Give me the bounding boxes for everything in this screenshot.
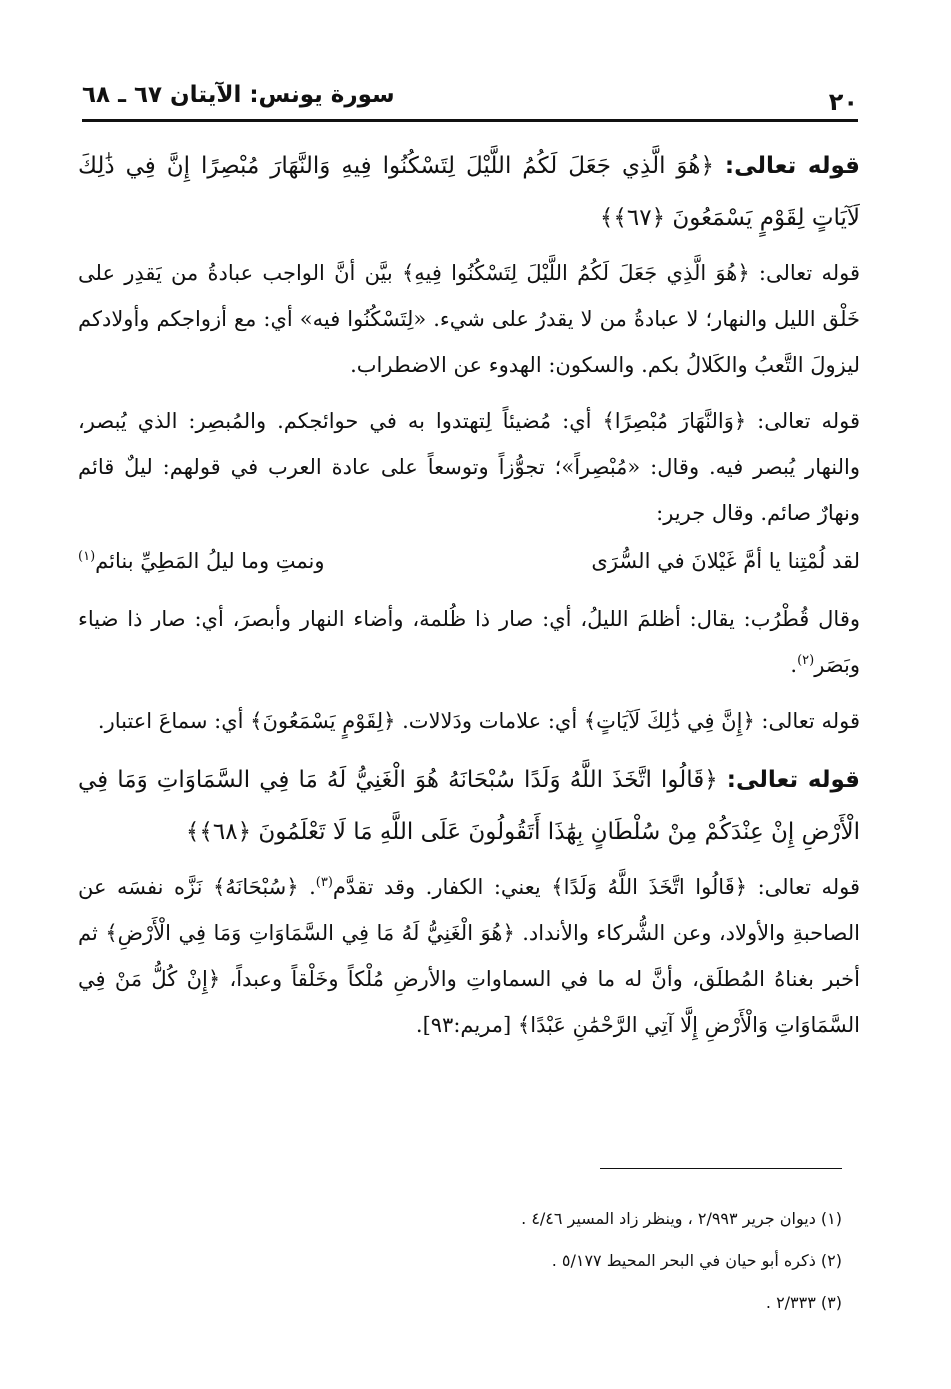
- poem-second-hemistich: [78, 536, 325, 586]
- footnote-2: (٢) ذكره أبو حيان في البحر المحيط ٥/١٧٧ .: [551, 1251, 842, 1270]
- paragraph-1: قوله تعالى: ﴿هُوَ الَّذِي جَعَلَ لَكُمُ اللَّيْلَ لِتَسْكُنُوا فِيهِ﴾ بيَّن أنَّ الواجب عبادةُ من يَقدِر على خَلْق الليل والنهار؛ لا عبادةُ من لا يقدرُ على شيء. «لِتَسْكُنُوا فيه» أي: مع أزواجكم وأولادكم ليزولَ التَّعبُ والكَلالُ بكم. والسكون: الهدوء عن الاضطراب.: [78, 261, 860, 377]
- paragraph-2: قوله تعالى: ﴿وَالنَّهَارَ مُبْصِرًا﴾ أي: مُضيئاً لِتهتدوا به في حوائجكم. والمُبصِر: الذي يُبصر، والنهار يُبصر فيه. وقال: «مُبْصِراً»؛ تجوُّزاً وتوسعاً على عادة العرب في قولهم: ليلٌ قائم ونهارٌ صائم. وقال جرير:: [78, 409, 860, 525]
- page-header: [82, 62, 858, 118]
- footnote-1: (١) ديوان جرير ٢/٩٩٣ ، وينظر زاد المسير ٤/٤٦ .: [521, 1209, 842, 1228]
- poem-verse: [78, 536, 860, 586]
- footnote-3: (٣) ٢/٣٣٣ .: [765, 1293, 842, 1312]
- paragraph-3-end: .: [790, 653, 798, 677]
- verse-68-text: ﴿قَالُوا اتَّخَذَ اللَّهُ وَلَدًا سُبْحَانَهُ هُوَ الْغَنِيُّ لَهُ مَا فِي السَّمَاوَاتِ وَمَا فِي الْأَرْضِ إِنْ عِنْدَكُمْ مِنْ سُلْطَانٍ بِهَٰذَا أَتَقُولُونَ عَلَى اللَّهِ مَا لَا تَعْلَمُونَ ﴿٦٨﴾﴾: [78, 767, 860, 845]
- paragraph-3-text: وقال قُطْرُب: يقال: أظلمَ الليلُ، أي: صار ذا ظُلمة، وأضاء النهار وأبصرَ، أي: صار ذا ضياء وبَصَر: [78, 607, 860, 677]
- footnote-ref-2: (٢): [797, 653, 815, 668]
- footnotes: [100, 1198, 842, 1324]
- footnote-ref-3: (٣): [315, 875, 333, 890]
- header-rule: [82, 119, 858, 122]
- page-body: [78, 140, 860, 1048]
- page-number: ٢٠: [828, 88, 858, 116]
- paragraph-5-start: قوله تعالى: ﴿قَالُوا اتَّخَذَ اللَّهُ وَلَدًا﴾ يعني: الكفار. وقد تقدَّم: [332, 875, 860, 899]
- poem-first-hemistich: لقد لُمْتِنا يا أمَّ غَيْلانَ في السُّرَى: [591, 549, 860, 573]
- paragraph-5: [78, 864, 860, 1048]
- poem-second-text: ونمتِ وما ليلُ المَطِيِّ بنائم: [95, 549, 325, 573]
- verse-67-lead: قوله تعالى:: [724, 153, 860, 179]
- footnote-ref-1: (١): [78, 549, 96, 564]
- paragraph-5-rest: . ﴿سُبْحَانَهُ﴾ نَزَّه نفسَه عن الصاحبةِ والأولاد، وعن الشُّركاء والأنداد. ﴿هُوَ الْغَنِيُّ لَهُ مَا فِي السَّمَاوَاتِ وَمَا فِي الْأَرْضِ﴾ ثم أخبر بغناهُ المُطلَق، وأنَّ له ما في السماواتِ والأرضِ مُلْكاً وخَلْقاً وعبداً، ﴿إِنْ كُلُّ مَنْ فِي السَّمَاوَاتِ وَالْأَرْضِ إِلَّا آتِي الرَّحْمَٰنِ عَبْدًا﴾ [مريم:٩٣].: [78, 875, 860, 1037]
- verse-67: [78, 140, 860, 244]
- paragraph-3: [78, 596, 860, 688]
- paragraph-4: قوله تعالى: ﴿إِنَّ فِي ذَٰلِكَ لَآيَاتٍ﴾ أي: علامات ودَلالات. ﴿لِقَوْمٍ يَسْمَعُونَ﴾ أي: سماعَ اعتبار.: [97, 709, 860, 733]
- verse-67-text: ﴿هُوَ الَّذِي جَعَلَ لَكُمُ اللَّيْلَ لِتَسْكُنُوا فِيهِ وَالنَّهَارَ مُبْصِرًا إِنَّ فِي ذَٰلِكَ لَآيَاتٍ لِقَوْمٍ يَسْمَعُونَ ﴿٦٧﴾﴾: [78, 153, 860, 231]
- footnote-rule: [600, 1168, 842, 1169]
- running-title: سورة يونس: الآيتان ٦٧ ـ ٦٨: [82, 82, 395, 108]
- verse-68-lead: قوله تعالى:: [726, 767, 860, 793]
- verse-68: [78, 754, 860, 858]
